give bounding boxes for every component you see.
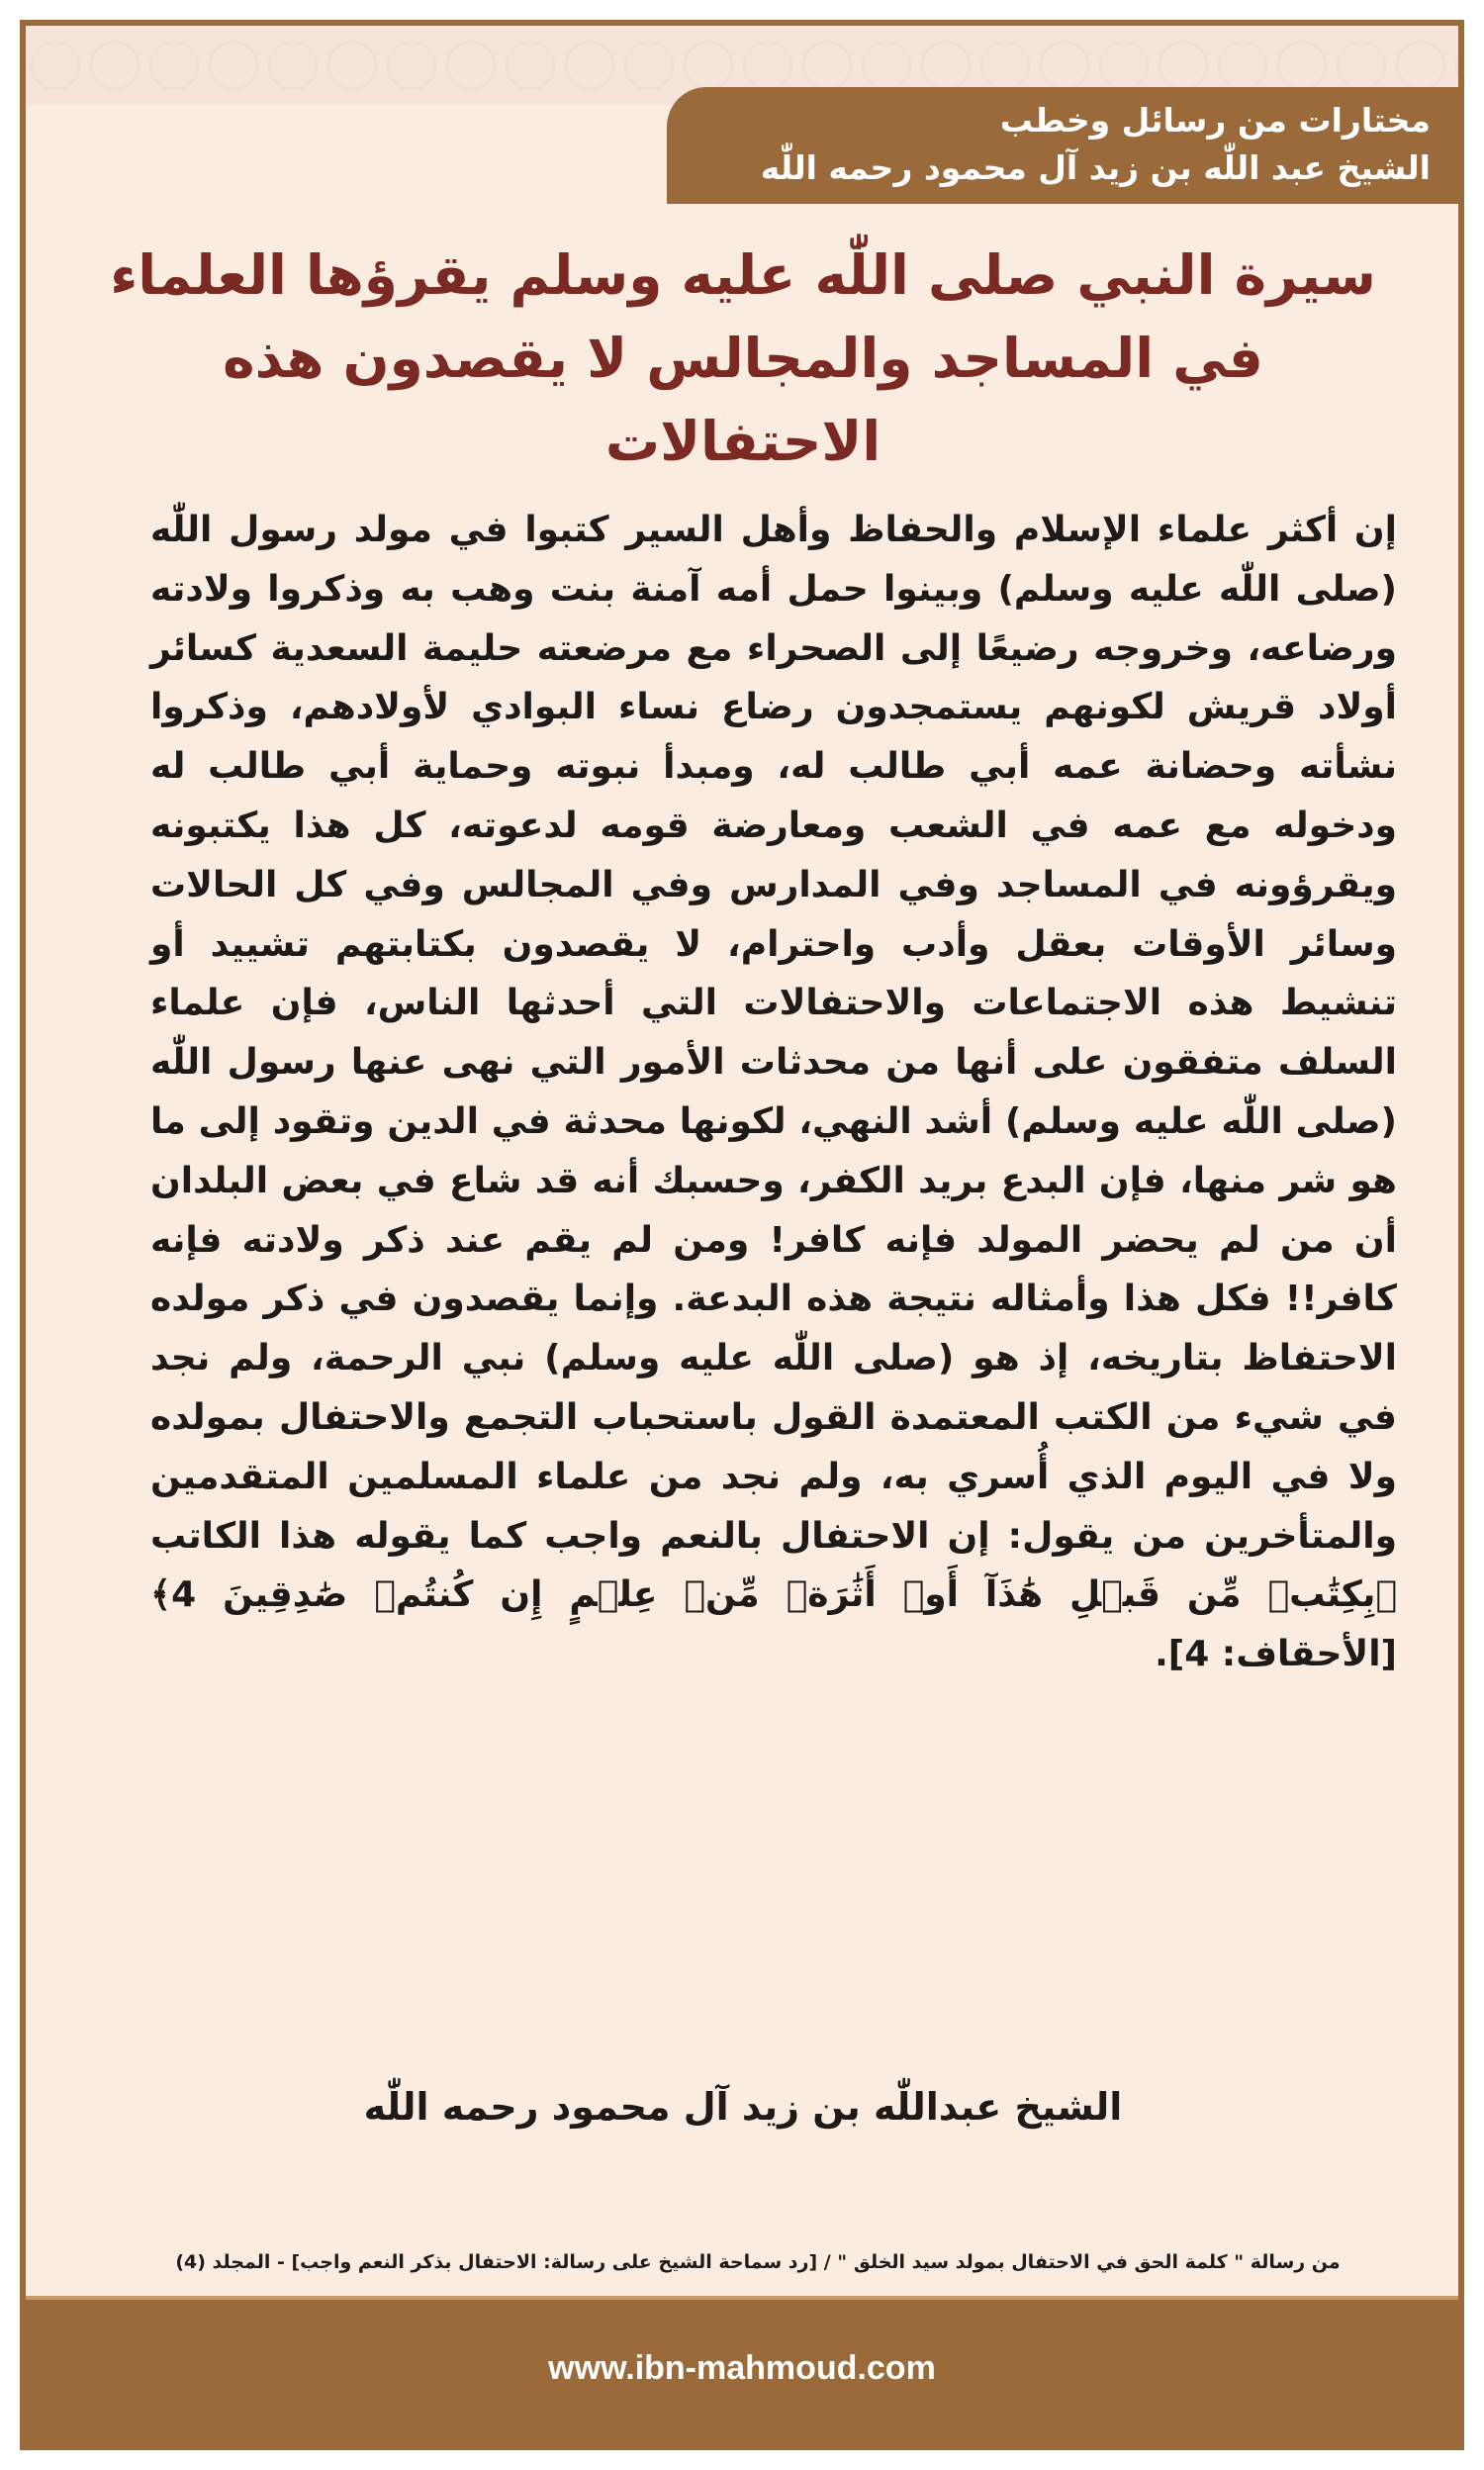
article-body: إن أكثر علماء الإسلام والحفاظ وأهل السير كتبوا في مولد رسول اللّٰه (صلى اللّٰه عليه وسلم) وبينوا حمل أمه آمنة بنت وهب به وذكروا ولادته ورضاعه، وخروجه رضيعًا إلى الصحراء مع مرضعته حليمة السعدية كسائر أولاد قريش لكونهم يستمجدون رضاع نساء البوادي لأولادهم، وذكروا نشأته وحضانة عمه أبي طالب له، ومبدأ نبوته وحماية أبي طالب له ودخوله مع عمه في الشعب ومعارضة قومه لدعوته، كل هذا يكتبونه ويقرؤونه في المساجد وفي المدارس وفي المجالس وفي كل الحالات وسائر الأوقات بعقل وأدب واحترام، لا يقصدون بكتابتهم تشييد أو تنشيط هذه الاجتماعات والاحتفالات التي أحدثها الناس، فإن علماء السلف متفقون على أنها من محدثات الأمور التي نهى عنها رسول اللّٰه (صلى اللّٰه عليه وسلم) أشد النهي، لكونها محدثة في الدين وتقود إلى ما هو شر منها، فإن البدع بريد الكفر، وحسبك أنه قد شاع في بعض البلدان أن من لم يحضر المولد فإنه كافر! ومن لم يقم عند ذكر ولادته فإنه كافر!! فكل هذا وأمثاله نتيجة هذه البدعة. وإنما يقصدون في ذكر مولده الاحتفاظ بتاريخه، إذ هو (صلى اللّٰه عليه وسلم) نبي الرحمة، ولم نجد في شيء من الكتب المعتمدة القول باستحباب التجمع والاحتفال بمولده ولا في اليوم الذي أُسري به، ولم نجد من علماء المسلمين المتقدمين والمتأخرين من يقول: إن الاحتفال بالنعم واجب كما يقوله هذا الكاتب ﴿بِكِتَٰبٖ مِّن قَبۡلِ هَٰذَآ أَوۡ أَثَٰرَةٖ مِّنۡ عِلۡمٍ إِن كُنتُمۡ صَٰدِقِينَ 4﴾ [الأحقاف: 4]. [150, 510, 1397, 1675]
footer-bar [26, 2300, 1458, 2444]
source-citation: من رسالة " كلمة الحق في الاحتفال بمولد سيد الخلق " / [رد سماحة الشيخ على رسالة: الاحتفال بذكر النعم واجب] - المجلد (4) [175, 2251, 1341, 2273]
website-link[interactable]: www.ibn-mahmoud.com [548, 2349, 936, 2387]
author-signature: الشيخ عبداللّٰه بن زيد آل محمود رحمه اللّٰه [363, 2085, 1123, 2129]
page-frame [20, 20, 1464, 2450]
series-header [679, 97, 1431, 192]
series-author: الشيخ عبد اللّٰه بن زيد آل محمود رحمه اللّٰه [760, 148, 1431, 187]
article-title: سيرة النبي صلى اللّٰه عليه وسلم يقرؤها العلماء في المساجد والمجالس لا يقصدون هذه الاحتفالات [110, 243, 1376, 473]
series-title: مختارات من رسائل وخطب [999, 101, 1431, 140]
